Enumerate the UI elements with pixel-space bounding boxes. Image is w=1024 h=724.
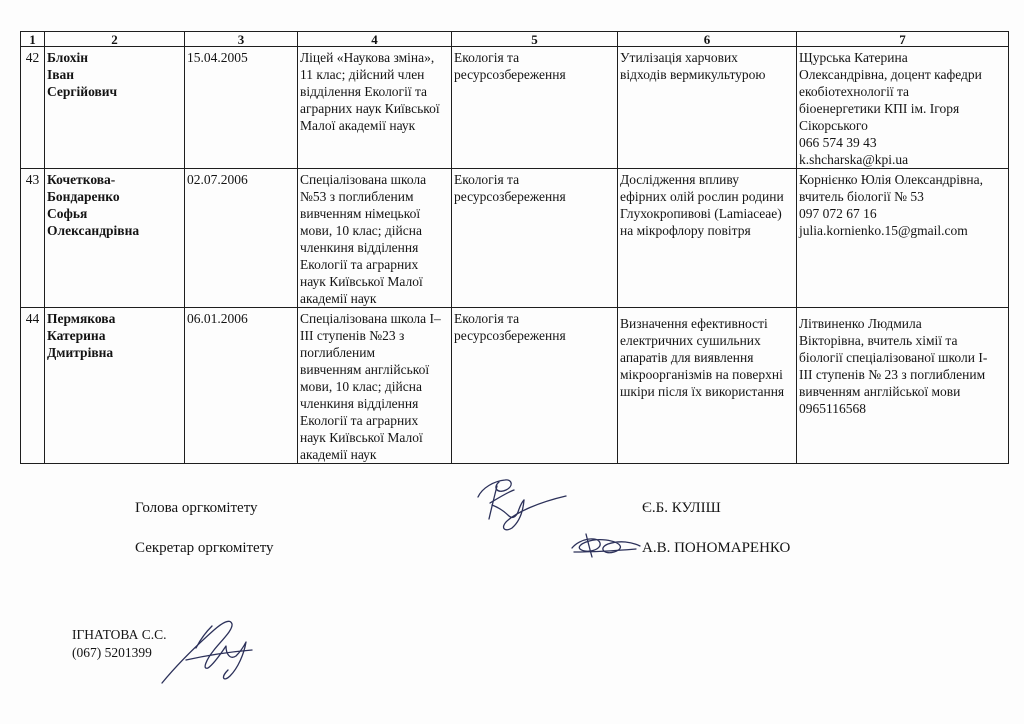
cell-line: Кочеткова- xyxy=(47,172,116,187)
cell-line: Глухокропивові (Lamiaceae) xyxy=(620,206,782,221)
cell-birth-date xyxy=(185,308,298,464)
cell-line: 066 574 39 43 xyxy=(799,135,877,150)
cell-line: відходів вермикультурою xyxy=(620,67,766,82)
cell-name xyxy=(45,169,185,308)
cell-section xyxy=(452,47,618,169)
cell-line: julia.kornienko.15@gmail.com xyxy=(799,223,968,238)
cell-line: Екології та аграрних xyxy=(300,413,419,428)
cell-line: ІІІ ступенів № 23 з поглибленим xyxy=(799,367,986,382)
cell-line: 43 xyxy=(25,172,40,187)
column-header: 1 xyxy=(21,32,45,47)
cell-birth-date xyxy=(185,169,298,308)
signature-executor xyxy=(162,621,252,683)
cell-birth-date xyxy=(185,47,298,169)
cell-supervisor xyxy=(797,169,1009,308)
cell-line: мови, 10 клас; дійсна xyxy=(300,223,422,238)
cell-line: Блохін xyxy=(47,50,89,65)
cell-line: Малої академії наук xyxy=(300,118,416,133)
cell-line: академії наук xyxy=(300,447,377,462)
executor-phone: (067) 5201399 xyxy=(72,645,152,660)
cell-line: Визначення ефективності xyxy=(620,316,768,331)
cell-line: №53 з поглибленим xyxy=(300,189,414,204)
cell-line: наук Київської Малої xyxy=(300,430,423,445)
table-row xyxy=(21,308,1009,464)
cell-line: членкиня відділення xyxy=(300,396,419,411)
cell-line: 11 клас; дійсний член xyxy=(300,67,425,82)
cell-line: наук Київської Малої xyxy=(300,274,423,289)
cell-line: 02.07.2006 xyxy=(187,172,248,187)
table-header-row xyxy=(21,32,1009,47)
cell-line: екобіотехнології та xyxy=(799,84,910,99)
cell-school xyxy=(298,308,452,464)
cell-line: на мікрофлору повітря xyxy=(620,223,751,238)
column-header: 4 xyxy=(298,32,452,47)
cell-line: Дмитрівна xyxy=(47,345,114,360)
cell-line: ефірних олій рослин родини xyxy=(620,189,784,204)
table-body xyxy=(21,47,1009,464)
cell-line: 0965116568 xyxy=(799,401,866,416)
secretary-name: А.В. ПОНОМАРЕНКО xyxy=(642,540,791,556)
cell-line: Сергійович xyxy=(47,84,118,99)
cell-number xyxy=(21,169,45,308)
chair-name: Є.Б. КУЛІШ xyxy=(642,500,721,516)
table-row xyxy=(21,47,1009,169)
cell-line: Екології та аграрних xyxy=(300,257,419,272)
cell-line: поглибленим xyxy=(300,345,376,360)
signature-secretary xyxy=(572,534,640,557)
cell-topic xyxy=(618,47,797,169)
column-header: 2 xyxy=(45,32,185,47)
cell-line: біоенергетики КПІ ім. Ігоря xyxy=(799,101,960,116)
cell-line: Спеціалізована школа xyxy=(300,172,427,187)
cell-line: Корнієнко Юлія Олександрівна, xyxy=(799,172,984,187)
cell-school xyxy=(298,47,452,169)
column-header: 5 xyxy=(452,32,618,47)
column-header: 6 xyxy=(618,32,797,47)
cell-line: Екологія та xyxy=(454,311,520,326)
cell-topic xyxy=(618,169,797,308)
cell-line: членкиня відділення xyxy=(300,240,419,255)
cell-line: 097 072 67 16 xyxy=(799,206,877,221)
cell-line: ІІІ ступенів №23 з xyxy=(300,328,405,343)
cell-line: академії наук xyxy=(300,291,377,306)
cell-line: ресурсозбереження xyxy=(454,328,566,343)
cell-line: мови, 10 клас; дійсна xyxy=(300,379,422,394)
cell-line: мікроорганізмів на поверхні xyxy=(620,367,783,382)
cell-supervisor xyxy=(797,47,1009,169)
cell-supervisor xyxy=(797,308,1009,464)
cell-line: 44 xyxy=(25,311,40,326)
cell-line: Утилізація харчових xyxy=(620,50,738,65)
chair-title: Голова оргкомітету xyxy=(135,500,258,516)
column-header: 7 xyxy=(797,32,1009,47)
cell-line: електричних сушильних xyxy=(620,333,761,348)
table-row xyxy=(21,169,1009,308)
cell-number xyxy=(21,47,45,169)
cell-line: Спеціалізована школа І– xyxy=(300,311,441,326)
cell-line: вивченням англійської мови xyxy=(799,384,961,399)
cell-line: Вікторівна, вчитель хімії та xyxy=(799,333,958,348)
cell-name xyxy=(45,47,185,169)
cell-line: 06.01.2006 xyxy=(187,311,248,326)
cell-line: Щурська Катерина xyxy=(799,50,908,65)
cell-line: Олександрівна xyxy=(47,223,140,238)
cell-line: Катерина xyxy=(47,328,106,343)
cell-line: біології спеціалізованої школи І- xyxy=(799,350,988,365)
signature-chair xyxy=(478,480,566,530)
cell-topic xyxy=(618,308,797,464)
cell-section xyxy=(452,169,618,308)
cell-line: вивченням англійської xyxy=(300,362,430,377)
cell-line: Олександрівна, доцент кафедри xyxy=(799,67,982,82)
cell-line: апаратів для виявлення xyxy=(620,350,754,365)
cell-line: ресурсозбереження xyxy=(454,67,566,82)
cell-line: Ліцей «Наукова зміна», xyxy=(300,50,435,65)
cell-line: Софья xyxy=(47,206,88,221)
secretary-title: Секретар оргкомітету xyxy=(135,540,274,556)
cell-line: 15.04.2005 xyxy=(187,50,248,65)
cell-line: 42 xyxy=(25,50,40,65)
cell-number xyxy=(21,308,45,464)
cell-line: Сікорського xyxy=(799,118,868,133)
cell-line: вивченням німецької xyxy=(300,206,421,221)
cell-section xyxy=(452,308,618,464)
cell-line: Екологія та xyxy=(454,172,520,187)
cell-line: вчитель біології № 53 xyxy=(799,189,924,204)
cell-line: відділення Екології та xyxy=(300,84,428,99)
cell-line: Іван xyxy=(47,67,75,82)
cell-line: Екологія та xyxy=(454,50,520,65)
cell-line: Літвиненко Людмила xyxy=(799,316,922,331)
cell-line: Пермякова xyxy=(47,311,116,326)
cell-line: k.shcharska@kpi.ua xyxy=(799,152,909,167)
cell-school xyxy=(298,169,452,308)
cell-line: ресурсозбереження xyxy=(454,189,566,204)
cell-line: шкіри після їх використання xyxy=(620,384,785,399)
executor-name: ІГНАТОВА С.С. xyxy=(72,627,167,642)
participants-table xyxy=(20,31,1009,464)
cell-line: Бондаренко xyxy=(47,189,120,204)
cell-line: аграрних наук Київської xyxy=(300,101,440,116)
cell-name xyxy=(45,308,185,464)
column-header: 3 xyxy=(185,32,298,47)
cell-line: Дослідження впливу xyxy=(620,172,740,187)
